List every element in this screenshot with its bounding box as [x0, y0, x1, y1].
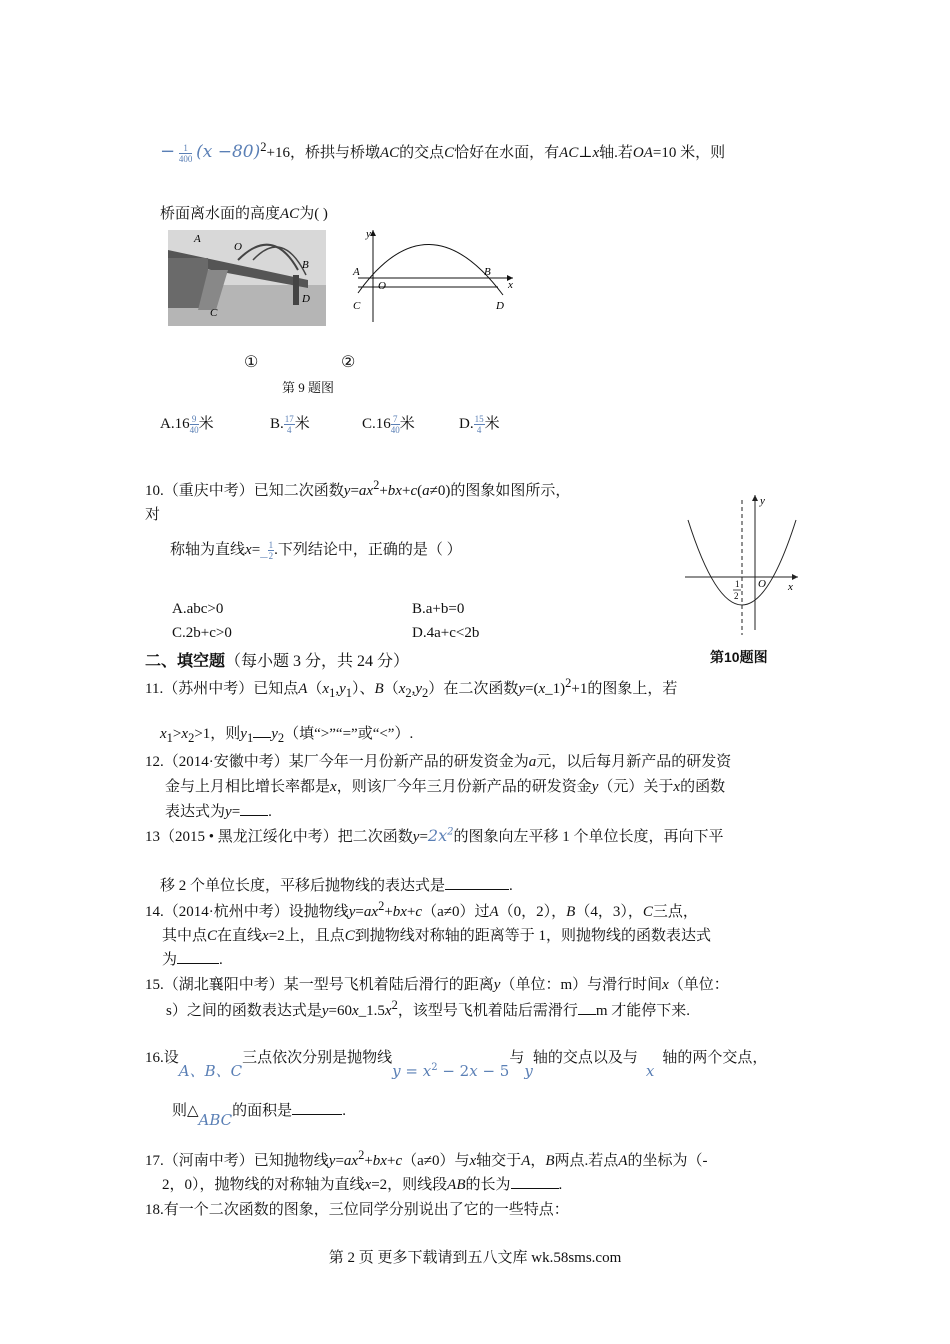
- q10-option-d: D.4a+c<2b: [412, 625, 480, 641]
- label-D: D: [302, 293, 310, 305]
- q14-line3: 为 .: [162, 952, 223, 968]
- q17-line1: 17.（河南中考）已知抛物线$y=ax^2+bx+c(a\ne 0)$与x轴交于A，B两点.若点A的坐标为（-: [145, 1148, 708, 1169]
- svg-text:2: 2: [734, 591, 739, 601]
- q9-line2: 桥面离水面的高度AC为( ): [160, 206, 328, 222]
- q14-line2: 其中点C在直线x=2上，且点C到抛物线对称轴的距离等于 1，则抛物线的函数表达式: [162, 928, 711, 944]
- svg-text:C: C: [353, 300, 361, 312]
- svg-text:x: x: [508, 279, 513, 291]
- svg-text:B: B: [484, 266, 491, 278]
- q13-line1: 13（2015 • 黑龙江绥化中考）把二次函数$y=2x^2$的图象向左平移 1 个单位长度，再向下平: [145, 826, 724, 845]
- q15-line1: 15.（湖北襄阳中考）某一型号飞机着陆后滑行的距离y（单位：m）与滑行时间x（单位：: [145, 977, 729, 993]
- q10-line3: 称轴为直线x=_ $\frac{1}{2}$ .下列结论中，正确的是（ ）: [170, 540, 462, 562]
- svg-text:1: 1: [735, 579, 740, 589]
- q16-line2: 则△ABC的面积是 .: [172, 1103, 346, 1129]
- label-A: A: [194, 233, 201, 245]
- q13-line2: 移 2 个单位长度，平移后抛物线的表达式是 .: [160, 878, 513, 894]
- svg-text:D: D: [496, 300, 504, 312]
- q11-line2: $x_1>x_2>1$，则$y_1$ $y_2$（填“>”“=”或“<”）.: [160, 726, 414, 745]
- q14-line1: 14.（2014·杭州中考）设抛物线$y=ax^2+bx+c(a\ne 0)$过A（0，2），B（4，3），C三点，: [145, 899, 698, 920]
- q9-option-a: A.16 $\frac{9}{40}$ 米: [160, 414, 214, 436]
- q10-line1: 10.（重庆中考）已知二次函数$y=ax^2+bx+c(a\ne 0)$的图象如图所示，: [145, 478, 571, 499]
- q12-line1: 12.（2014·安徽中考）某厂今年一月份新产品的研发资金为a元，以后每月新产品的研发资: [145, 754, 732, 770]
- q9-line1: − $\frac{1}{400}$ $(x -80)^2+16$，桥拱与桥墩AC的交点C恰好在水面，有AC⊥x轴.若OA=10 米，则: [160, 140, 726, 165]
- q15-line2: s）之间的函数表达式是$y=60x\_1.5x^2$，该型号飞机着陆后需滑行 m 才能停下来.: [166, 998, 691, 1019]
- label-B: B: [302, 259, 309, 271]
- q11-line1: 11.（苏州中考）已知点$A(x_1,y_1)$、$B(x_2,y_2)$在二次函数y=(x_1)$^2$+1的图象上，若: [145, 676, 678, 700]
- q9-fig-label-2: ②: [341, 354, 356, 371]
- svg-text:A: A: [353, 266, 360, 278]
- q18-line1: 18.有一个二次函数的图象，三位同学分别说出了它的一些特点：: [145, 1202, 569, 1218]
- q9-caption: 第 9 题图: [282, 380, 335, 395]
- svg-text:y: y: [760, 495, 765, 507]
- q9-option-d: D. $\frac{15}{4}$ 米: [459, 414, 500, 436]
- label-C: C: [210, 307, 218, 319]
- q9-option-c: C.16 $\frac{7}{40}$ 米: [362, 414, 415, 436]
- q9-parabola-diagram: [348, 225, 523, 325]
- q9-fig-label-1: ①: [244, 354, 259, 371]
- page-footer: 第 2 页 更多下载请到五八文库 wk.58sms.com: [328, 1250, 622, 1266]
- q10-option-a: A.abc>0: [172, 601, 224, 617]
- q10-line2: 对: [145, 507, 161, 523]
- svg-text:x: x: [788, 581, 793, 593]
- q12-line3: 表达式为y= .: [165, 804, 272, 820]
- q9-fraction: $\frac{1}{400}$: [178, 143, 193, 165]
- section-heading: 二、填空题（每小题 3 分，共 24 分）: [145, 653, 410, 670]
- svg-text:O: O: [758, 578, 766, 590]
- label-O: O: [234, 241, 242, 253]
- q10-parabola-figure: [680, 490, 805, 640]
- q9-option-b: B. $\frac{17}{4}$ 米: [270, 414, 310, 436]
- q10-option-b: B.a+b=0: [412, 601, 465, 617]
- q16-line1: 16.设A、B、C三点依次分别是抛物线$y = x^2 - 2x - 5$与y轴的交点以及与x轴的两个交点，: [145, 1050, 768, 1080]
- q10-option-c: C.2b+c>0: [172, 625, 232, 641]
- q12-line2: 金与上月相比增长率都是x，则该厂今年三月份新产品的研发资金y（元）关于x的函数: [165, 779, 726, 795]
- svg-text:O: O: [378, 280, 386, 292]
- q10-caption: 第10题图: [710, 649, 768, 665]
- q17-line2: 2，0），抛物线的对称轴为直线x=2，则线段AB的长为 .: [162, 1177, 563, 1193]
- svg-text:y: y: [366, 228, 371, 240]
- q9-bridge-photo: [168, 230, 326, 326]
